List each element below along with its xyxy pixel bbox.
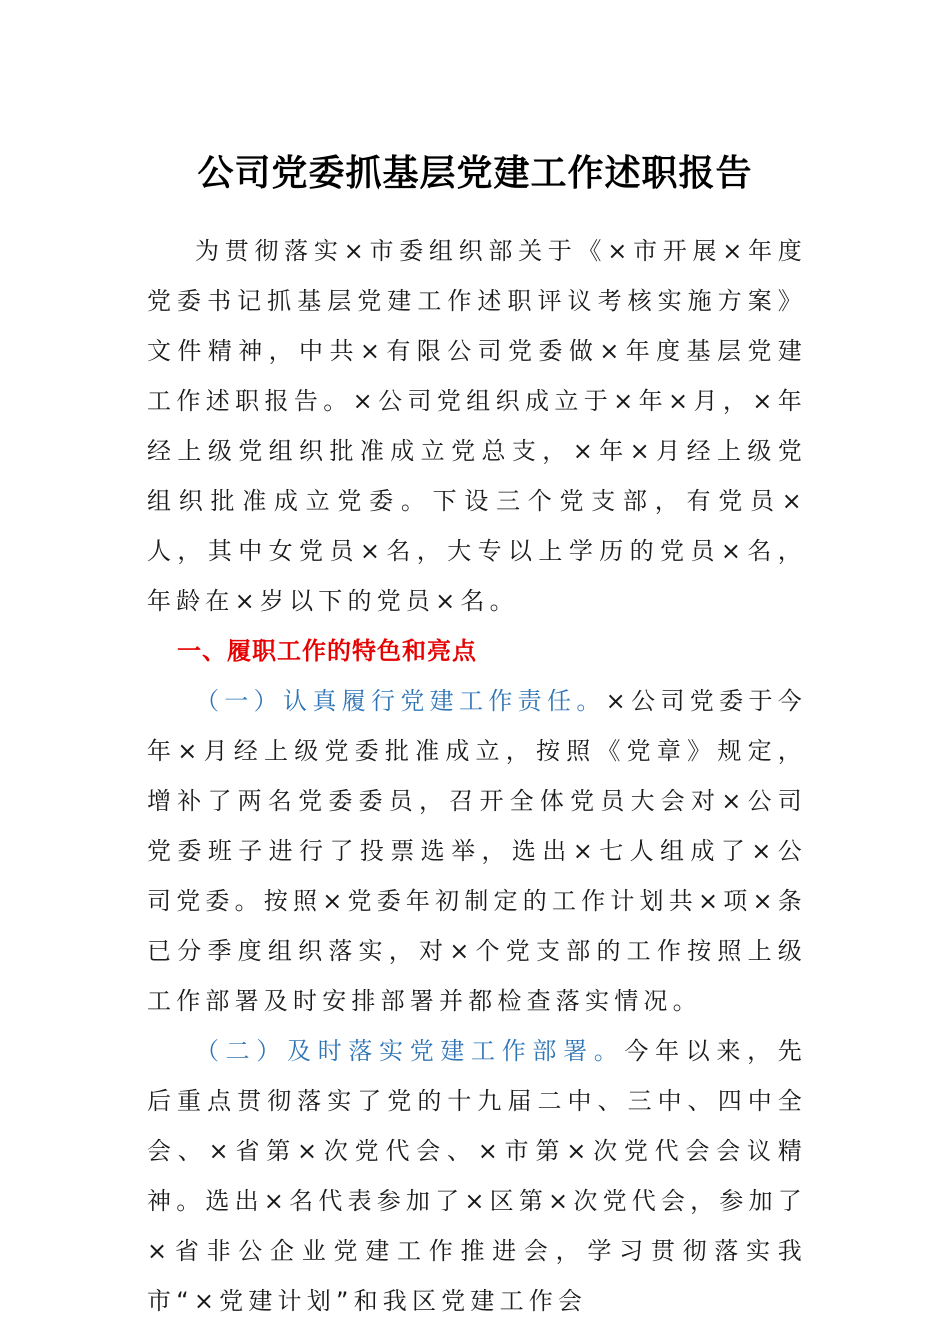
subsection-2-paragraph [147,1026,807,1326]
document-title: 公司党委抓基层党建工作述职报告 [197,152,753,194]
document-body [147,226,807,1326]
subsection-1-text: ×公司党委于今年×月经上级党委批准成立，按照《党章》规定，增补了两名党委委员，召开全体党员大会对×公司党委班子进行了投票选举，选出×七人组成了×公司党委。按照×党委年初制定的工作计划共×项×条已分季度组织落实，对×个党支部的工作按照上级工作部署及时安排部署并都检查落实情况。 [147,687,807,1015]
subsection-2-text: 今年以来，先后重点贯彻落实了党的十九届二中、三中、四中全会、×省第×次党代会、×市第×次党代会会议精神。选出×名代表参加了×区第×次党代会，参加了×省非公企业党建工作推进会，学习贯彻落实我市“×党建计划”和我区党建工作会 [147,1037,807,1315]
intro-paragraph: 为贯彻落实×市委组织部关于《×市开展×年度党委书记抓基层党建工作述职评议考核实施方案》文件精神，中共×有限公司党委做×年度基层党建工作述职报告。×公司党组织成立于×年×月，×年经上级党组织批准成立党总支，×年×月经上级党组织批准成立党委。下设三个党支部，有党员×人，其中女党员×名，大专以上学历的党员×名，年龄在×岁以下的党员×名。 [147,237,807,615]
subsection-2-heading: （二）及时落实党建工作部署。 [195,1037,625,1065]
subsection-1-paragraph [147,676,807,1026]
section-heading: 一、履职工作的特色和亮点 [177,637,477,665]
subsection-1-heading: （一）认真履行党建工作责任。 [195,687,606,715]
